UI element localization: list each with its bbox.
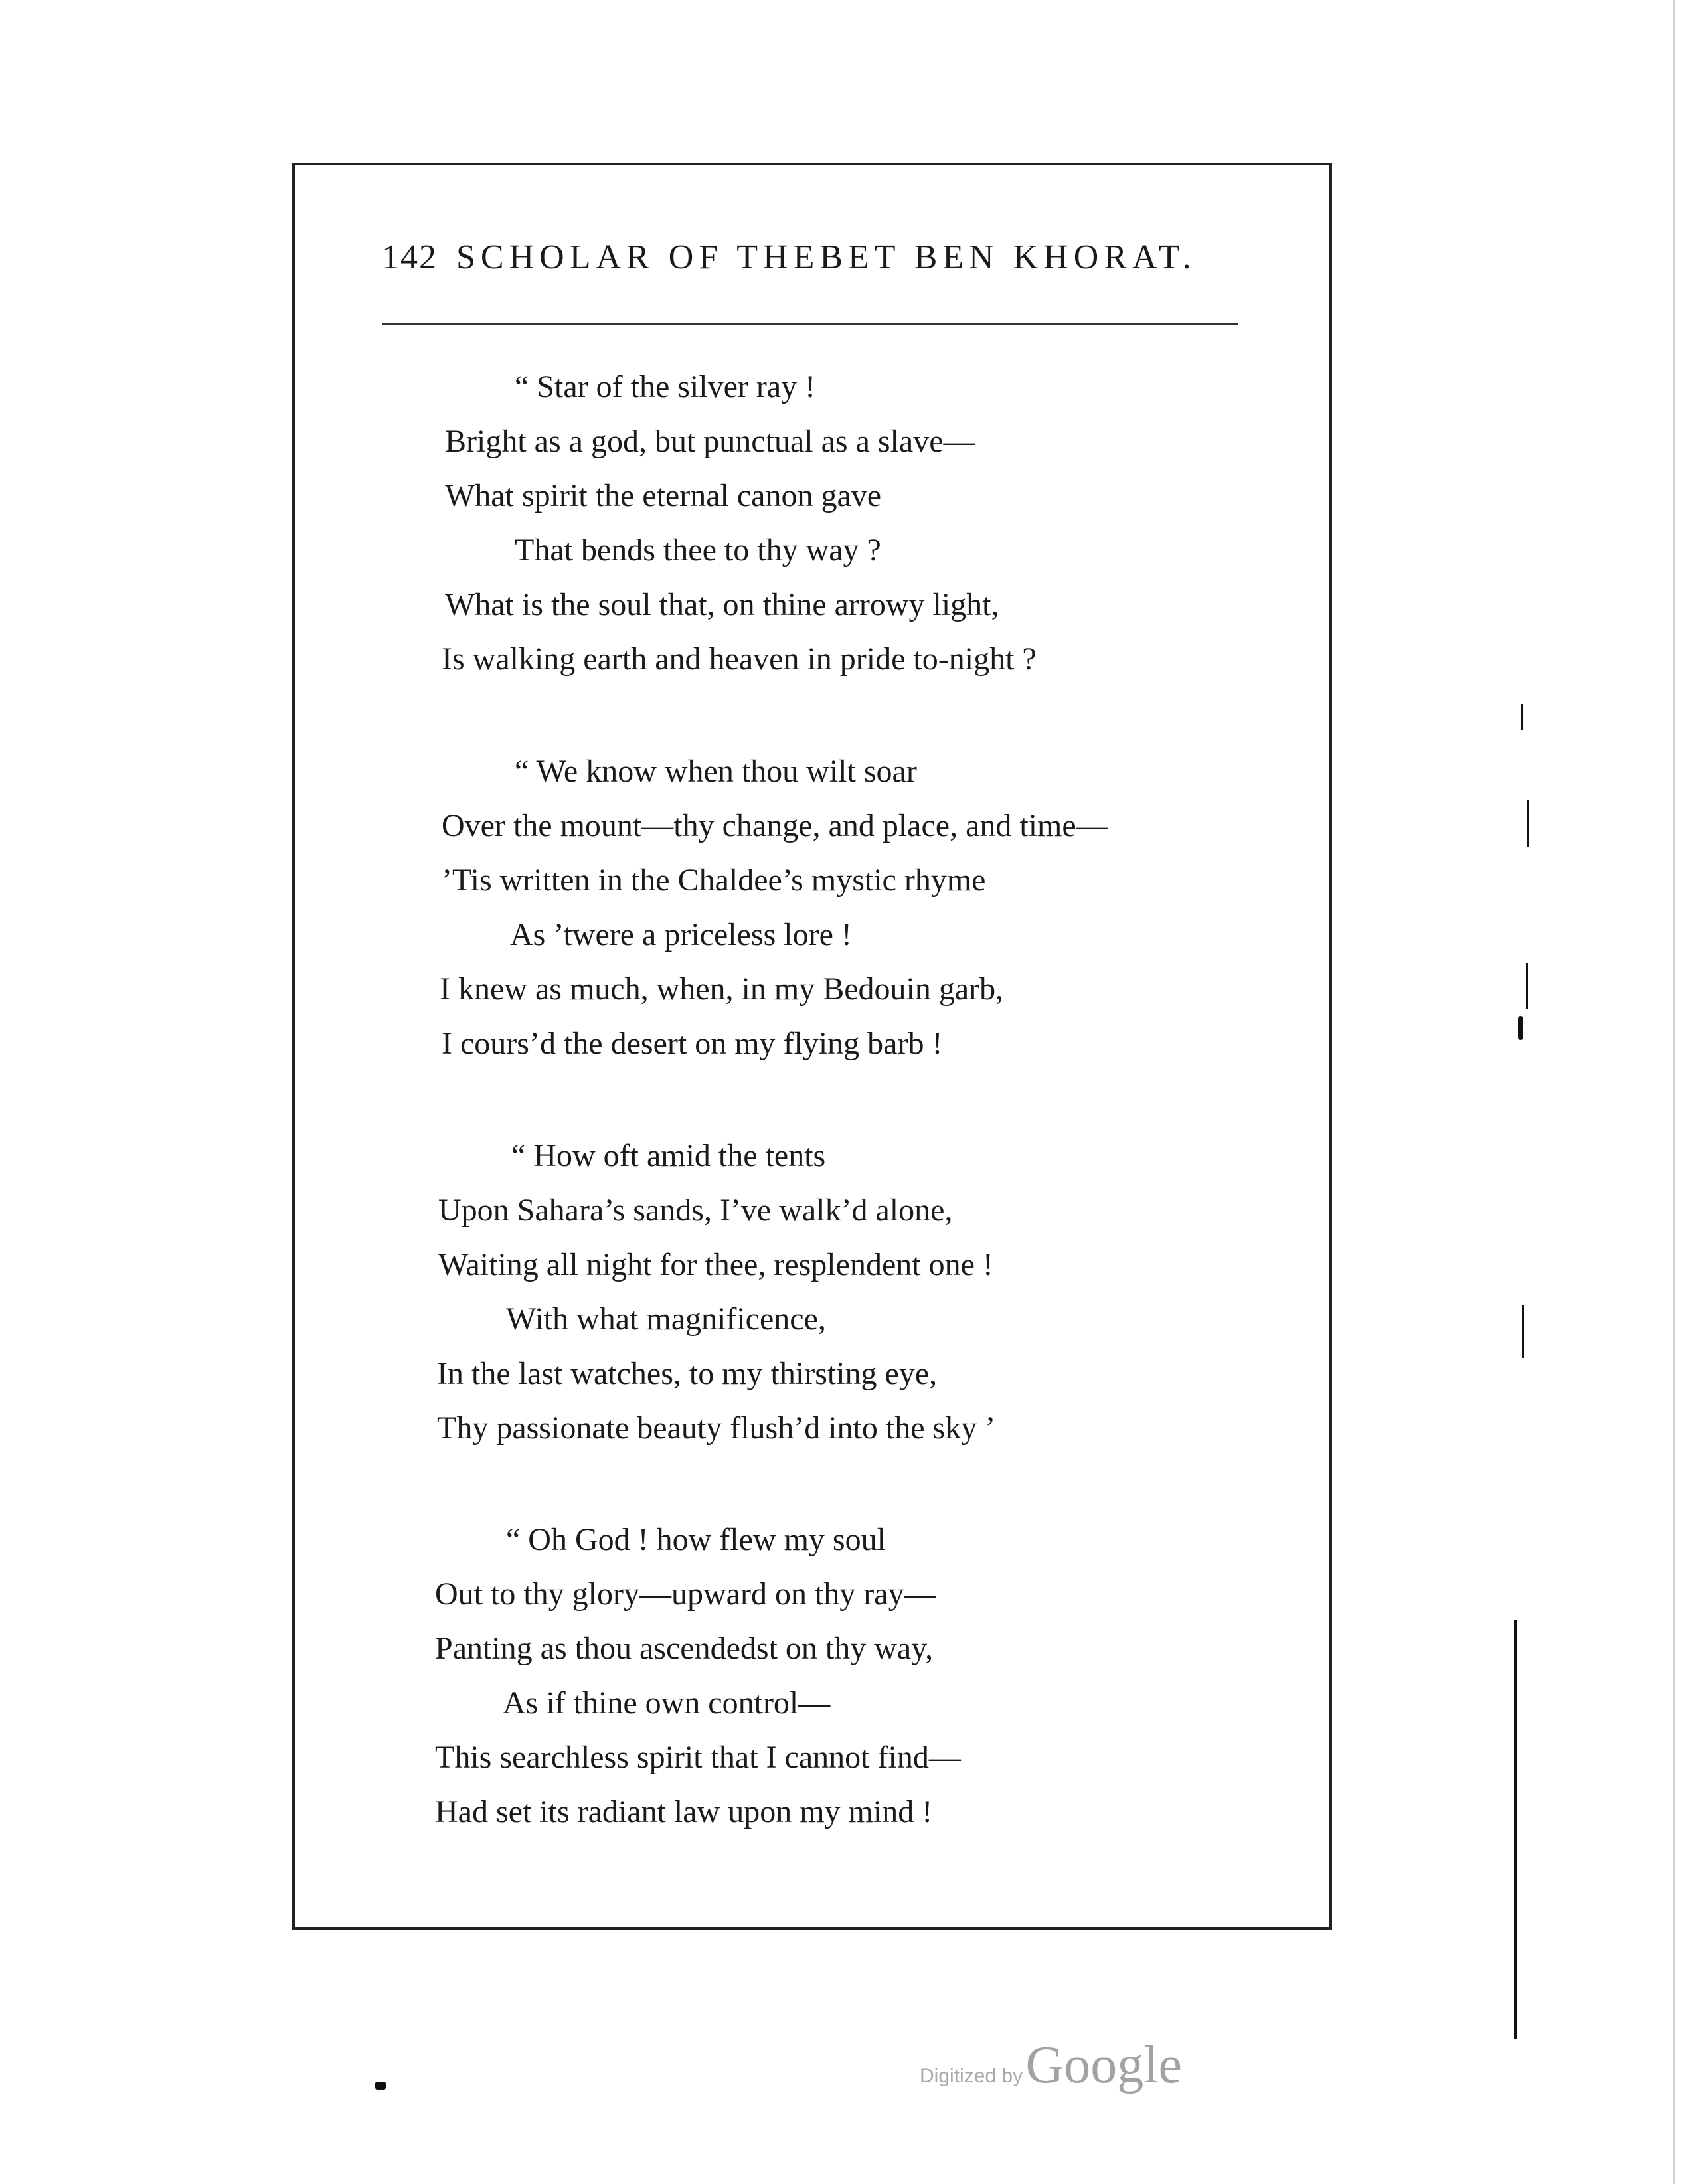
poem-line: Is walking earth and heaven in pride to-night ? bbox=[442, 641, 1037, 677]
poem-line: That bends thee to thy way ? bbox=[515, 533, 881, 568]
poem-line: Over the mount—thy change, and place, and time— bbox=[442, 808, 1108, 843]
poem-line: I cours’d the desert on my flying barb ! bbox=[442, 1026, 943, 1061]
running-title: SCHOLAR OF THEBET BEN KHORAT. bbox=[456, 238, 1197, 276]
running-header bbox=[382, 238, 1197, 284]
scan-mark bbox=[1522, 1305, 1524, 1358]
poem-line: “ Star of the silver ray ! bbox=[515, 369, 816, 404]
poem-line: As ’twere a priceless lore ! bbox=[510, 917, 852, 952]
poem-line: Had set its radiant law upon my mind ! bbox=[435, 1794, 933, 1829]
poem-line: In the last watches, to my thirsting eye, bbox=[437, 1356, 938, 1391]
scan-mark bbox=[375, 2082, 386, 2090]
poem-line: I knew as much, when, in my Bedouin garb, bbox=[440, 971, 1004, 1007]
page-number: 142 bbox=[382, 238, 438, 276]
poem-line: Waiting all night for thee, resplendent one ! bbox=[438, 1247, 993, 1282]
poem-line: Panting as thou ascendedst on thy way, bbox=[435, 1631, 934, 1666]
poem-line: Out to thy glory—upward on thy ray— bbox=[435, 1576, 936, 1612]
digitized-by-google-watermark bbox=[920, 2035, 1182, 2096]
scan-mark bbox=[1514, 1620, 1517, 2039]
poem-line: ’Tis written in the Chaldee’s mystic rhyme bbox=[442, 863, 986, 898]
watermark-prefix: Digitized by bbox=[920, 2065, 1023, 2087]
scan-mark bbox=[1526, 963, 1528, 1009]
scan-mark bbox=[1518, 1016, 1523, 1040]
poem-line: As if thine own control— bbox=[503, 1685, 831, 1721]
poem-line: This searchless spirit that I cannot find— bbox=[435, 1740, 961, 1775]
scan-mark bbox=[1527, 800, 1529, 847]
poem-line: Bright as a god, but punctual as a slave— bbox=[445, 424, 975, 459]
scan-mark bbox=[1521, 704, 1523, 730]
poem-line: “ We know when thou wilt soar bbox=[515, 754, 917, 789]
poem-line: “ How oft amid the tents bbox=[511, 1138, 826, 1173]
header-rule bbox=[382, 323, 1238, 325]
google-logo: Google bbox=[1025, 2036, 1183, 2094]
poem-line: “ Oh God ! how flew my soul bbox=[506, 1522, 886, 1557]
poem-line: What is the soul that, on thine arrowy light, bbox=[445, 587, 999, 622]
scan-edge bbox=[1673, 0, 1675, 2184]
poem-line: Thy passionate beauty flush’d into the sky ’ bbox=[437, 1410, 996, 1446]
poem-line: With what magnificence, bbox=[506, 1302, 826, 1337]
poem-line: Upon Sahara’s sands, I’ve walk’d alone, bbox=[438, 1193, 953, 1228]
poem-line: What spirit the eternal canon gave bbox=[445, 478, 882, 513]
